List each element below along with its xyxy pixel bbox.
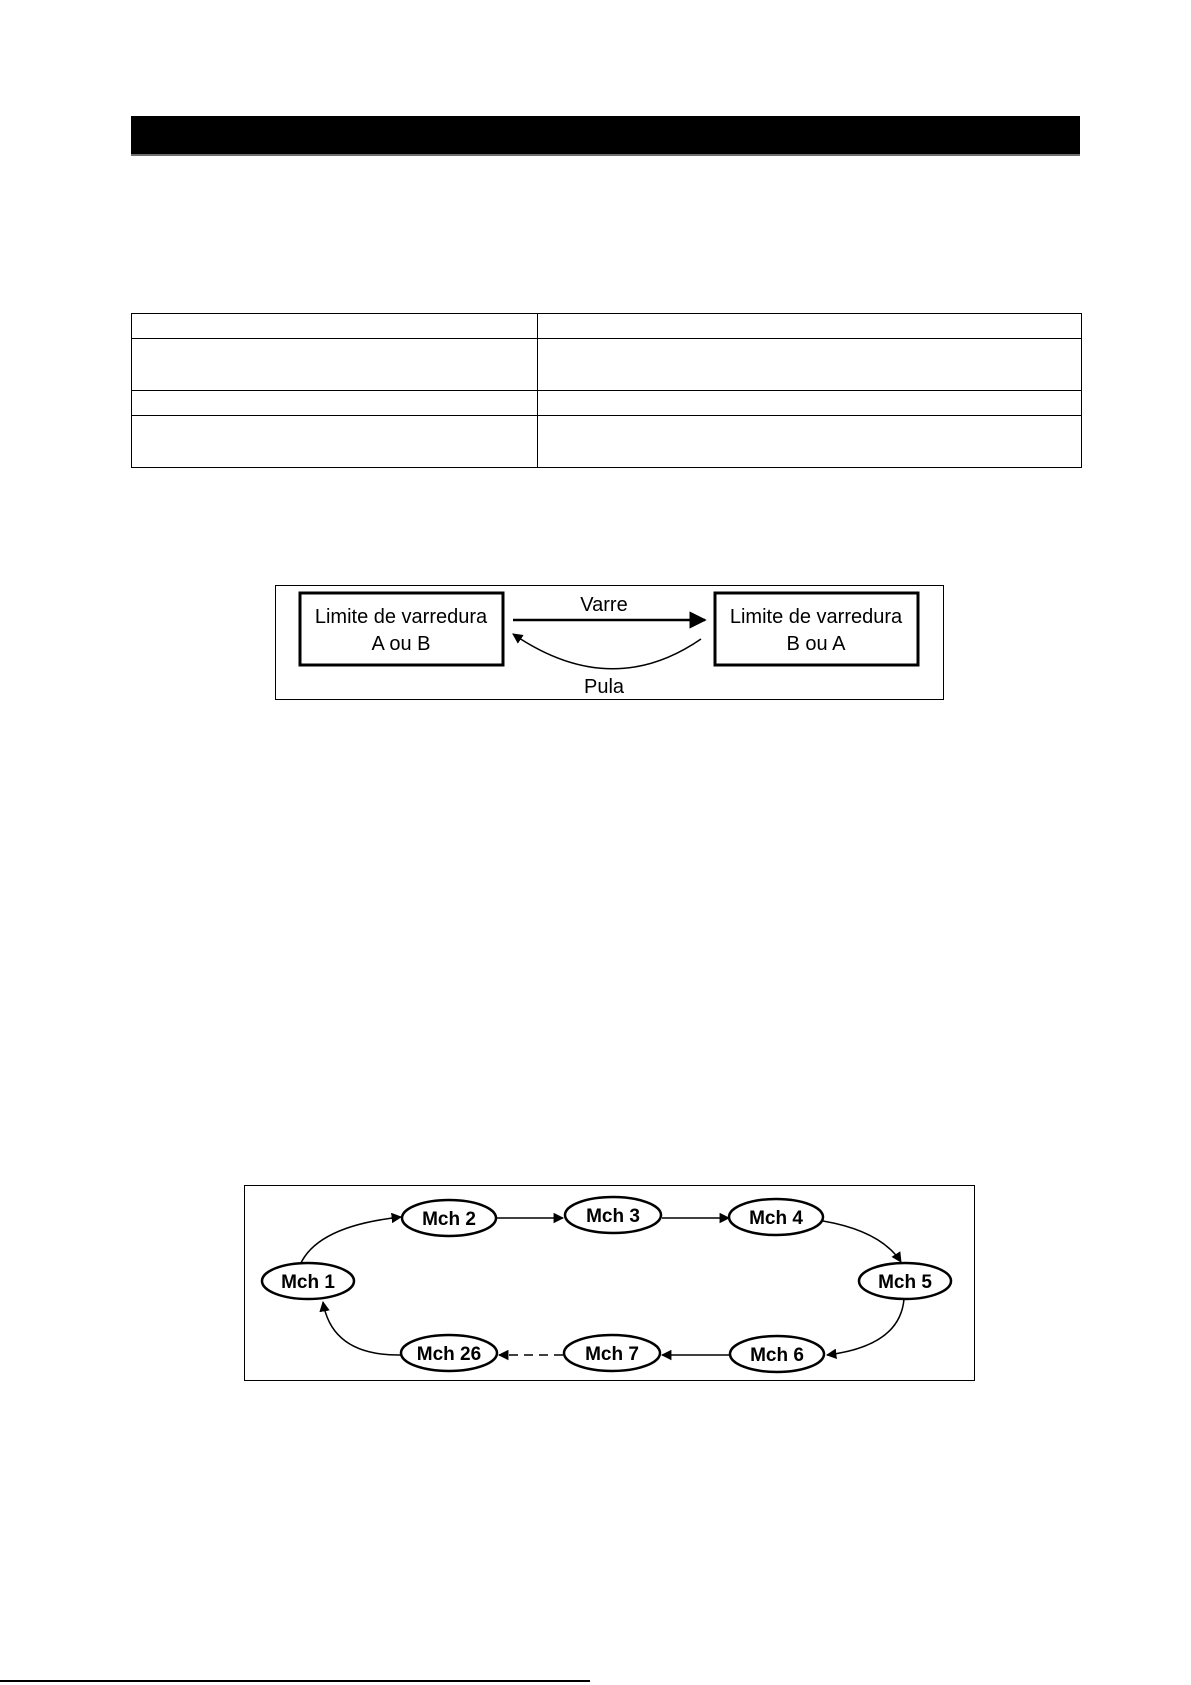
channel-node-label: Mch 7 bbox=[585, 1344, 639, 1365]
channel-node-label: Mch 4 bbox=[749, 1208, 803, 1229]
scan-limit-left-line2: A ou B bbox=[371, 633, 431, 655]
arrow-mch1-mch2 bbox=[300, 1217, 401, 1265]
channel-node-label: Mch 2 bbox=[422, 1209, 476, 1230]
scan-limit-left-line1: Limite de varredura bbox=[314, 606, 488, 628]
sweep-arrow-label: Varre bbox=[580, 594, 628, 616]
scan-limit-right-line2: B ou A bbox=[786, 633, 846, 655]
table-cell bbox=[132, 339, 538, 391]
memory-channel-cycle-svg bbox=[245, 1186, 974, 1380]
channel-node-label: Mch 1 bbox=[281, 1272, 335, 1293]
footer-rule bbox=[0, 1680, 590, 1682]
memory-channel-cycle-diagram bbox=[244, 1185, 975, 1381]
arrow-mch4-mch5 bbox=[823, 1221, 901, 1262]
table-row bbox=[132, 391, 1082, 416]
table-cell bbox=[538, 416, 1082, 468]
section-header-bar bbox=[131, 116, 1080, 154]
table-cell bbox=[132, 391, 538, 416]
table-cell bbox=[538, 314, 1082, 339]
channel-node-label: Mch 3 bbox=[586, 1206, 640, 1227]
table-row bbox=[132, 416, 1082, 468]
table-row bbox=[132, 339, 1082, 391]
arrow-mch26-mch1 bbox=[323, 1302, 401, 1355]
scan-limit-right-line1: Limite de varredura bbox=[729, 606, 903, 628]
table-cell bbox=[132, 416, 538, 468]
skip-arrow-label: Pula bbox=[583, 676, 625, 698]
channel-node-label: Mch 5 bbox=[878, 1272, 932, 1293]
empty-table bbox=[131, 313, 1082, 468]
table-cell bbox=[538, 339, 1082, 391]
sweep-limits-svg bbox=[276, 586, 943, 699]
table-cell bbox=[538, 391, 1082, 416]
sweep-limits-diagram bbox=[275, 585, 944, 700]
arrow-mch5-mch6 bbox=[827, 1299, 904, 1355]
skip-arrow bbox=[513, 634, 701, 669]
channel-node-label: Mch 26 bbox=[416, 1344, 482, 1365]
table-cell bbox=[132, 314, 538, 339]
section-header-underline bbox=[131, 154, 1080, 156]
channel-node-label: Mch 6 bbox=[750, 1345, 804, 1366]
table-row bbox=[132, 314, 1082, 339]
